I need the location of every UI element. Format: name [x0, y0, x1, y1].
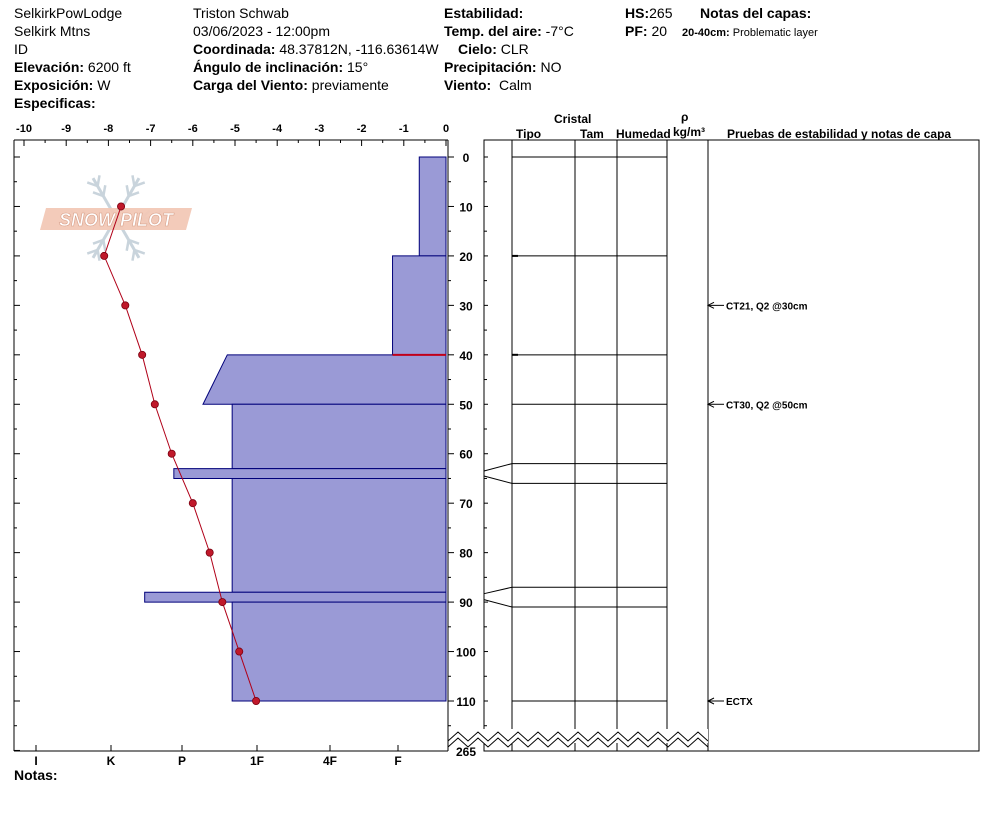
layer-connector: [484, 476, 512, 483]
temp-tick-label: -8: [103, 123, 114, 135]
temp-tick-label: -10: [16, 123, 32, 135]
depth-label: 40: [459, 348, 473, 363]
temperature-point: [189, 500, 196, 507]
temp-tick-label: -4: [272, 123, 283, 135]
notes-label: Notas:: [14, 767, 58, 783]
wind-load-value: previamente: [311, 77, 389, 93]
slope-value: 15°: [347, 59, 369, 75]
snowflake-branch: [132, 175, 134, 186]
temperature-point: [253, 697, 260, 704]
temperature-point: [236, 648, 243, 655]
snowpilot-logo: [40, 175, 192, 260]
wind-label: Viento:: [444, 77, 492, 93]
hardness-layer: [203, 355, 446, 404]
depth-label: 80: [459, 546, 473, 561]
temperature-point: [168, 450, 175, 457]
snowflake-branch: [103, 185, 105, 196]
hardness-layer: [174, 469, 446, 479]
temp-tick-label: -1: [398, 123, 409, 135]
snowflake-branch: [132, 250, 134, 261]
rho-header: ρ: [681, 110, 689, 124]
layer-table: [448, 140, 979, 759]
layer-connector: [484, 587, 512, 593]
pf-label: PF:: [625, 23, 648, 39]
temperature-point: [219, 598, 226, 605]
elevation-label: Elevación:: [14, 59, 85, 75]
state: ID: [14, 41, 28, 57]
elevation-value: 6200 ft: [87, 59, 131, 75]
temp-tick-label: -7: [145, 123, 156, 135]
pf-value: 20: [651, 23, 668, 39]
snowflake-branch: [98, 250, 100, 261]
temp-tick-label: -3: [314, 123, 325, 135]
precip-value: NO: [540, 59, 562, 75]
snowflake-branch: [98, 175, 100, 186]
location-name: SelkirkPowLodge: [14, 5, 123, 21]
density-unit-header: kg/m³: [673, 125, 706, 139]
temperature-point: [101, 252, 108, 259]
crystal-header: Cristal: [554, 112, 592, 126]
temperature-point: [151, 401, 158, 408]
depth-label: 90: [459, 596, 473, 611]
moisture-header: Humedad: [616, 127, 671, 141]
hardness-layer: [145, 592, 446, 602]
size-header: Tam: [580, 127, 604, 141]
specifics-label: Especificas:: [14, 95, 96, 111]
snowflake-branch: [127, 185, 129, 196]
aspect-value: W: [97, 77, 111, 93]
depth-label: 30: [459, 299, 473, 314]
snowflake-branch: [103, 240, 105, 251]
tests-header: Pruebas de estabilidad y notas de capa: [727, 127, 952, 141]
layer-notes-label: Notas del capas:: [700, 5, 812, 21]
hardness-layer: [232, 478, 446, 592]
hardness-label: I: [34, 754, 38, 768]
temperature-point: [139, 351, 146, 358]
depth-label: 0: [462, 151, 470, 165]
air-temp-label: Temp. del aire:: [444, 23, 542, 39]
datetime: 03/06/2023 - 12:00pm: [193, 23, 330, 39]
temperature-point: [117, 203, 124, 210]
depth-label: 70: [459, 497, 473, 512]
stability-label: Estabilidad:: [444, 5, 524, 21]
observer: Triston Schwab: [193, 5, 289, 21]
temperature-point: [206, 549, 213, 556]
hardness-label: P: [177, 754, 187, 768]
hardness-layer: [393, 256, 446, 355]
depth-label: 110: [456, 695, 476, 709]
sky-label: Cielo:: [458, 41, 497, 57]
hardness-layer: [232, 404, 446, 468]
hardness-layer: [419, 157, 446, 256]
mountain-range: Selkirk Mtns: [14, 23, 91, 39]
wind-value: Calm: [498, 77, 532, 93]
stability-test-label: CT30, Q2 @50cm: [726, 400, 808, 412]
snowflake-branch: [127, 240, 129, 251]
hardness-label: 1F: [249, 754, 265, 768]
precip-label: Precipitación:: [444, 59, 537, 75]
depth-label: 10: [459, 200, 473, 215]
table-frame: [484, 140, 979, 751]
temp-tick-label: -2: [356, 123, 367, 135]
stability-test-label: CT21, Q2 @30cm: [726, 301, 808, 313]
wind-load-label: Carga del Viento:: [193, 77, 308, 93]
hardness-label: 4F: [322, 754, 338, 768]
coords-value: 48.37812N, -116.63614W: [279, 41, 439, 57]
temp-tick-label: 0: [442, 123, 450, 135]
temp-tick-label: -5: [230, 123, 240, 135]
stability-test-label: ECTX: [726, 697, 753, 708]
aspect-label: Exposición:: [14, 77, 94, 93]
layer-connector: [484, 464, 512, 471]
coords-label: Coordinada:: [193, 41, 276, 57]
hardness-layer: [232, 602, 446, 701]
temperature-point: [122, 302, 129, 309]
depth-label: 60: [459, 447, 473, 462]
type-header: Tipo: [516, 127, 542, 141]
hardness-label: K: [106, 754, 116, 768]
depth-label: 20: [459, 249, 473, 264]
hs-value: 265: [649, 5, 673, 21]
temp-tick-label: -6: [187, 123, 198, 135]
depth-label: 50: [459, 398, 473, 413]
sky-value: CLR: [500, 41, 529, 57]
slope-label: Ángulo de inclinación:: [193, 59, 344, 75]
hs-label: HS:: [625, 5, 650, 21]
logo-text: SNOW PILOT: [59, 210, 173, 230]
layer-note-range: 20-40cm:: [682, 27, 730, 39]
layer-connector: [484, 600, 512, 607]
depth-label: 100: [455, 645, 477, 660]
depth-break-label: 265: [455, 745, 477, 759]
air-temp-value: -7°C: [545, 23, 574, 39]
temp-tick-label: -9: [61, 123, 72, 135]
hardness-layers: [145, 157, 446, 701]
hardness-label: F: [394, 754, 402, 768]
layer-note-text: Problematic layer: [732, 27, 818, 39]
